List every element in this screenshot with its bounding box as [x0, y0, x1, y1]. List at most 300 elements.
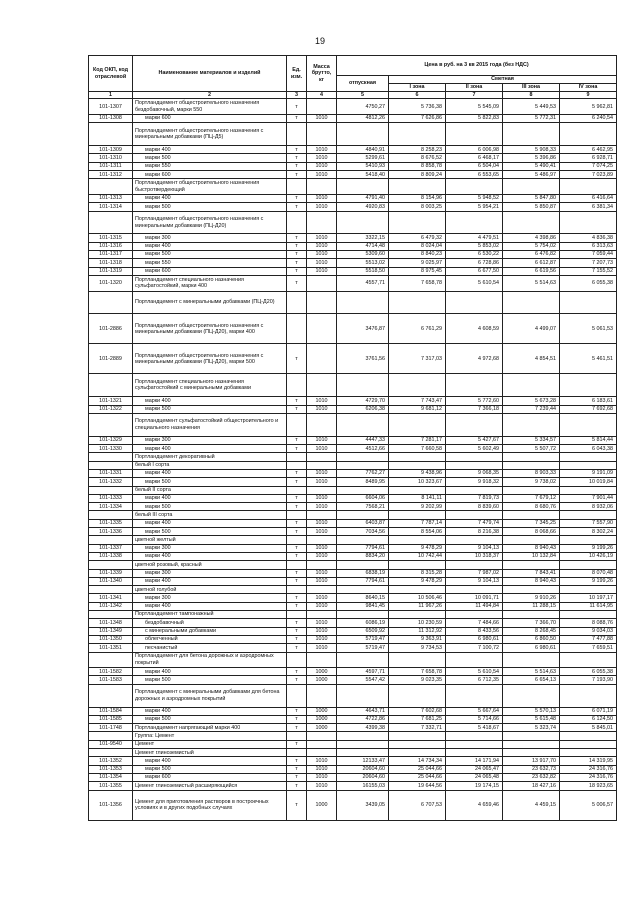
item-name: марки 400 — [133, 519, 287, 527]
release-price — [337, 123, 389, 146]
item-name: марки 400 — [133, 397, 287, 405]
zone-2-price: 24 065,48 — [446, 773, 503, 781]
header-mass: Масса брутто, кг — [307, 56, 337, 92]
zone-4-price: 5 814,44 — [560, 436, 617, 444]
release-price: 6509,92 — [337, 627, 389, 635]
zone-3-price: 23 632,82 — [503, 773, 560, 781]
zone-1-price: 7 681,25 — [389, 715, 446, 723]
zone-4-price: 5 845,01 — [560, 724, 617, 732]
zone-4-price: 24 316,76 — [560, 765, 617, 773]
item-code — [89, 453, 133, 461]
zone-4-price — [560, 211, 617, 234]
release-price: 4812,26 — [337, 115, 389, 123]
zone-1-price: 25 044,66 — [389, 765, 446, 773]
zone-2-price: 4 608,59 — [446, 314, 503, 344]
release-price: 5410,93 — [337, 162, 389, 170]
zone-2-price: 9 918,32 — [446, 478, 503, 486]
zone-1-price: 25 044,66 — [389, 773, 446, 781]
release-price — [337, 740, 389, 748]
table-row — [89, 194, 617, 202]
item-mass: 1010 — [307, 782, 337, 790]
item-mass — [307, 652, 337, 668]
item-unit: т — [287, 765, 307, 773]
zone-1-price: 7 658,78 — [389, 275, 446, 291]
table-row — [89, 314, 617, 344]
release-price: 5518,50 — [337, 267, 389, 275]
table-row — [89, 99, 617, 115]
item-name: бездобавочный — [133, 619, 287, 627]
zone-3-price: 10 132,84 — [503, 552, 560, 560]
item-code: 101-1338 — [89, 552, 133, 560]
item-code: 101-1351 — [89, 644, 133, 652]
item-unit: т — [287, 171, 307, 179]
release-price: 3476,87 — [337, 314, 389, 344]
zone-1-price — [389, 291, 446, 314]
release-price: 8489,95 — [337, 478, 389, 486]
category-name: Портландцемент декоративный — [133, 453, 287, 461]
col-number-6: 6 — [389, 92, 446, 99]
empty-cell — [446, 461, 503, 469]
item-code: 101-9540 — [89, 740, 133, 748]
empty-cell — [446, 453, 503, 461]
table-row — [89, 251, 617, 259]
zone-3-price: 5 507,72 — [503, 445, 560, 453]
table-row — [89, 242, 617, 250]
item-code: 101-1310 — [89, 154, 133, 162]
empty-cell — [287, 611, 307, 619]
item-name: Портландцемент напрягающий марки 400 — [133, 724, 287, 732]
category-row — [89, 611, 617, 619]
zone-2-price: 6 530,22 — [446, 251, 503, 259]
zone-4-price — [560, 652, 617, 668]
item-unit: т — [287, 242, 307, 250]
item-unit: т — [287, 773, 307, 781]
header-zone-1: I зона — [389, 84, 446, 92]
release-price: 8834,20 — [337, 552, 389, 560]
item-unit: т — [287, 436, 307, 444]
item-mass — [307, 275, 337, 291]
item-code: 101-1309 — [89, 146, 133, 154]
zone-2-price: 7 987,02 — [446, 569, 503, 577]
item-code — [89, 536, 133, 544]
category-row — [89, 453, 617, 461]
table-row — [89, 732, 617, 740]
zone-3-price: 7 843,41 — [503, 569, 560, 577]
table-row — [89, 602, 617, 610]
col-number-8: 8 — [503, 92, 560, 99]
item-name: марки 400 — [133, 469, 287, 477]
zone-3-price: 23 632,73 — [503, 765, 560, 773]
zone-2-price: 6 728,86 — [446, 259, 503, 267]
item-unit — [287, 413, 307, 436]
table-row — [89, 627, 617, 635]
empty-cell — [503, 511, 560, 519]
item-name: марки 550 — [133, 259, 287, 267]
zone-4-price: 7 193,90 — [560, 676, 617, 684]
table-row — [89, 344, 617, 374]
zone-3-price: 8 940,43 — [503, 544, 560, 552]
release-price: 7794,61 — [337, 577, 389, 585]
item-mass: 1010 — [307, 469, 337, 477]
item-mass: 1010 — [307, 162, 337, 170]
zone-1-price: 14 734,34 — [389, 757, 446, 765]
zone-4-price: 6 055,38 — [560, 275, 617, 291]
zone-3-price: 5 396,86 — [503, 154, 560, 162]
zone-3-price: 5 490,41 — [503, 162, 560, 170]
item-unit — [287, 374, 307, 397]
zone-4-price: 14 319,95 — [560, 757, 617, 765]
item-code: 101-1322 — [89, 405, 133, 413]
zone-2-price — [446, 211, 503, 234]
item-mass — [307, 732, 337, 740]
release-price — [337, 684, 389, 707]
item-unit — [287, 684, 307, 707]
zone-1-price: 7 743,47 — [389, 397, 446, 405]
item-code: 101-1307 — [89, 99, 133, 115]
zone-4-price: 6 462,95 — [560, 146, 617, 154]
zone-3-price: 5 486,97 — [503, 171, 560, 179]
item-name: марки 400 — [133, 757, 287, 765]
table-row — [89, 707, 617, 715]
zone-2-price: 9 104,13 — [446, 544, 503, 552]
item-mass: 1010 — [307, 251, 337, 259]
zone-2-price: 10 091,71 — [446, 594, 503, 602]
table-header — [89, 56, 617, 99]
zone-1-price: 6 707,53 — [389, 790, 446, 820]
zone-3-price: 5 323,74 — [503, 724, 560, 732]
zone-2-price — [446, 413, 503, 436]
item-name: марки 600 — [133, 773, 287, 781]
zone-3-price — [503, 179, 560, 195]
item-unit: т — [287, 234, 307, 242]
empty-cell — [307, 611, 337, 619]
item-name: марки 300 — [133, 544, 287, 552]
zone-4-price: 5 006,57 — [560, 790, 617, 820]
empty-cell — [307, 561, 337, 569]
table-row — [89, 676, 617, 684]
item-name: марки 300 — [133, 436, 287, 444]
table-row — [89, 405, 617, 413]
zone-2-price: 7 479,74 — [446, 519, 503, 527]
zone-4-price: 5 061,53 — [560, 314, 617, 344]
release-price: 4512,66 — [337, 445, 389, 453]
zone-1-price: 8 154,96 — [389, 194, 446, 202]
release-price: 8640,15 — [337, 594, 389, 602]
zone-1-price: 10 230,59 — [389, 619, 446, 627]
header-zone-4: IV зона — [560, 84, 617, 92]
zone-3-price: 5 514,63 — [503, 275, 560, 291]
item-mass: 1010 — [307, 397, 337, 405]
item-code: 101-1316 — [89, 242, 133, 250]
zone-4-price: 24 316,76 — [560, 773, 617, 781]
item-code: 101-1339 — [89, 569, 133, 577]
table-row — [89, 171, 617, 179]
item-unit: т — [287, 569, 307, 577]
zone-1-price: 10 742,44 — [389, 552, 446, 560]
zone-3-price — [503, 749, 560, 757]
empty-cell — [307, 453, 337, 461]
item-unit: т — [287, 519, 307, 527]
col-number-1: 1 — [89, 92, 133, 99]
table-row — [89, 594, 617, 602]
item-mass: 1010 — [307, 528, 337, 536]
item-code: 101-1584 — [89, 707, 133, 715]
zone-3-price: 18 427,16 — [503, 782, 560, 790]
item-code: 101-1354 — [89, 773, 133, 781]
item-mass: 1010 — [307, 146, 337, 154]
zone-1-price: 7 281,17 — [389, 436, 446, 444]
table-row — [89, 469, 617, 477]
empty-cell — [287, 486, 307, 494]
item-name: марки 550 — [133, 162, 287, 170]
empty-cell — [337, 561, 389, 569]
table-row — [89, 577, 617, 585]
item-code: 101-1315 — [89, 234, 133, 242]
item-name: Цемент для приготовления растворов в построечных условиях и в других подобных случаях — [133, 790, 287, 820]
zone-3-price: 7 239,44 — [503, 405, 560, 413]
item-code: 101-1748 — [89, 724, 133, 732]
zone-3-price: 5 449,53 — [503, 99, 560, 115]
header-name: Наименование материалов и изделий — [133, 56, 287, 92]
zone-3-price: 5 514,63 — [503, 668, 560, 676]
zone-4-price: 8 932,06 — [560, 503, 617, 511]
table-row — [89, 757, 617, 765]
table-row — [89, 503, 617, 511]
item-mass — [307, 374, 337, 397]
release-price: 4840,91 — [337, 146, 389, 154]
empty-cell — [307, 461, 337, 469]
zone-2-price: 9 068,35 — [446, 469, 503, 477]
item-unit: т — [287, 782, 307, 790]
table-row — [89, 790, 617, 820]
release-price: 6403,87 — [337, 519, 389, 527]
release-price — [337, 179, 389, 195]
zone-2-price: 5 610,54 — [446, 275, 503, 291]
item-mass: 1010 — [307, 154, 337, 162]
table-row — [89, 234, 617, 242]
item-code: 101-1329 — [89, 436, 133, 444]
table-row — [89, 715, 617, 723]
item-mass — [307, 211, 337, 234]
item-mass: 1000 — [307, 676, 337, 684]
item-mass — [307, 291, 337, 314]
item-mass: 1010 — [307, 242, 337, 250]
table-row — [89, 773, 617, 781]
zone-2-price: 6 504,04 — [446, 162, 503, 170]
table-row — [89, 765, 617, 773]
zone-2-price: 6 980,61 — [446, 635, 503, 643]
item-unit: т — [287, 740, 307, 748]
item-code: 101-1350 — [89, 635, 133, 643]
zone-2-price: 6 677,50 — [446, 267, 503, 275]
zone-2-price — [446, 749, 503, 757]
item-code: 101-1337 — [89, 544, 133, 552]
item-mass — [307, 99, 337, 115]
item-name: Портландцемент с минеральными добавками (ПЦ-Д20) — [133, 291, 287, 314]
item-name: Портландцемент с минеральными добавками для бетона дорожных и аэродромных покрытий — [133, 684, 287, 707]
item-mass: 1010 — [307, 544, 337, 552]
zone-2-price: 5 822,83 — [446, 115, 503, 123]
item-unit: т — [287, 469, 307, 477]
zone-2-price: 11 494,84 — [446, 602, 503, 610]
item-name: Портландцемент специального назначения сульфатостойкий с минеральными добавками — [133, 374, 287, 397]
zone-4-price: 6 313,63 — [560, 242, 617, 250]
item-unit: т — [287, 478, 307, 486]
table-row — [89, 445, 617, 453]
zone-2-price: 5 954,21 — [446, 203, 503, 211]
category-row — [89, 461, 617, 469]
item-mass — [307, 740, 337, 748]
zone-1-price: 9 681,12 — [389, 405, 446, 413]
release-price: 7034,56 — [337, 528, 389, 536]
item-unit: т — [287, 194, 307, 202]
zone-2-price — [446, 179, 503, 195]
release-price: 16155,03 — [337, 782, 389, 790]
empty-cell — [337, 486, 389, 494]
release-price: 7762,27 — [337, 469, 389, 477]
zone-3-price: 8 268,45 — [503, 627, 560, 635]
zone-2-price: 5 418,67 — [446, 724, 503, 732]
zone-3-price: 6 476,82 — [503, 251, 560, 259]
release-price: 6838,19 — [337, 569, 389, 577]
item-code: 101-1342 — [89, 602, 133, 610]
item-unit — [287, 123, 307, 146]
zone-3-price: 5 772,31 — [503, 115, 560, 123]
zone-4-price: 7 477,88 — [560, 635, 617, 643]
empty-cell — [560, 511, 617, 519]
item-unit: т — [287, 503, 307, 511]
empty-cell — [287, 461, 307, 469]
item-code: 101-1330 — [89, 445, 133, 453]
item-code: 101-1585 — [89, 715, 133, 723]
zone-2-price: 4 972,68 — [446, 344, 503, 374]
zone-2-price: 5 545,09 — [446, 99, 503, 115]
item-unit: т — [287, 344, 307, 374]
zone-3-price: 4 854,51 — [503, 344, 560, 374]
item-code: 101-1312 — [89, 171, 133, 179]
table-row — [89, 291, 617, 314]
item-unit: т — [287, 676, 307, 684]
item-mass: 1010 — [307, 194, 337, 202]
item-name: песчанистый — [133, 644, 287, 652]
zone-4-price — [560, 123, 617, 146]
item-mass: 1010 — [307, 627, 337, 635]
zone-4-price: 6 124,50 — [560, 715, 617, 723]
col-number-7: 7 — [446, 92, 503, 99]
zone-3-price: 4 459,15 — [503, 790, 560, 820]
empty-cell — [337, 511, 389, 519]
zone-3-price: 8 940,43 — [503, 577, 560, 585]
zone-1-price: 11 967,26 — [389, 602, 446, 610]
item-mass: 1010 — [307, 757, 337, 765]
header-zone-3: III зона — [503, 84, 560, 92]
zone-4-price: 7 557,90 — [560, 519, 617, 527]
zone-4-price: 7 692,68 — [560, 405, 617, 413]
table-row — [89, 724, 617, 732]
item-code — [89, 461, 133, 469]
item-code — [89, 684, 133, 707]
table-row — [89, 544, 617, 552]
item-mass — [307, 179, 337, 195]
empty-cell — [560, 536, 617, 544]
zone-4-price: 7 023,89 — [560, 171, 617, 179]
release-price: 3761,56 — [337, 344, 389, 374]
item-code: 101-1355 — [89, 782, 133, 790]
header-unit: Ед. изм. — [287, 56, 307, 92]
release-price — [337, 291, 389, 314]
table-row — [89, 740, 617, 748]
release-price: 9841,45 — [337, 602, 389, 610]
zone-3-price: 8 680,76 — [503, 503, 560, 511]
zone-1-price — [389, 211, 446, 234]
zone-3-price: 6 619,56 — [503, 267, 560, 275]
zone-3-price — [503, 732, 560, 740]
zone-3-price: 13 917,70 — [503, 757, 560, 765]
header-release-price: отпускная — [337, 76, 389, 92]
zone-2-price — [446, 732, 503, 740]
zone-1-price — [389, 652, 446, 668]
item-code: 101-2889 — [89, 344, 133, 374]
release-price — [337, 749, 389, 757]
price-table — [88, 55, 617, 821]
empty-cell — [446, 511, 503, 519]
item-name: марки 500 — [133, 528, 287, 536]
zone-1-price — [389, 749, 446, 757]
item-name: марки 600 — [133, 115, 287, 123]
item-mass: 1010 — [307, 259, 337, 267]
item-name: марки 600 — [133, 267, 287, 275]
empty-cell — [287, 453, 307, 461]
item-code: 101-1341 — [89, 594, 133, 602]
item-mass: 1010 — [307, 619, 337, 627]
zone-4-price: 6 240,54 — [560, 115, 617, 123]
zone-1-price: 8 554,06 — [389, 528, 446, 536]
zone-1-price: 7 317,03 — [389, 344, 446, 374]
table-row — [89, 782, 617, 790]
zone-4-price: 10 426,19 — [560, 552, 617, 560]
table-row — [89, 259, 617, 267]
zone-1-price: 9 438,96 — [389, 469, 446, 477]
item-name: Портландцемент общестроительного назначения с минеральными добавками (ПЦ-Д20), марки 500 — [133, 344, 287, 374]
item-unit: т — [287, 115, 307, 123]
zone-2-price — [446, 684, 503, 707]
item-code — [89, 511, 133, 519]
item-mass: 1010 — [307, 445, 337, 453]
zone-1-price: 9 202,99 — [389, 503, 446, 511]
zone-4-price: 6 183,61 — [560, 397, 617, 405]
zone-1-price: 7 602,68 — [389, 707, 446, 715]
zone-1-price: 7 658,78 — [389, 668, 446, 676]
price-table-container — [88, 55, 616, 821]
item-code — [89, 561, 133, 569]
item-code — [89, 652, 133, 668]
item-name: марки 400 — [133, 602, 287, 610]
item-name: марки 400 — [133, 668, 287, 676]
item-code: 101-1349 — [89, 627, 133, 635]
item-mass: 1010 — [307, 773, 337, 781]
zone-2-price: 5 853,02 — [446, 242, 503, 250]
item-name: Портландцемент общестроительного назначения с минеральными добавками (ПЦ-Д5) — [133, 123, 287, 146]
item-code: 101-1582 — [89, 668, 133, 676]
release-price: 3322,15 — [337, 234, 389, 242]
item-unit: т — [287, 627, 307, 635]
item-unit — [287, 291, 307, 314]
zone-3-price: 7 345,25 — [503, 519, 560, 527]
table-row — [89, 749, 617, 757]
item-unit — [287, 732, 307, 740]
item-code: 101-1318 — [89, 259, 133, 267]
empty-cell — [337, 461, 389, 469]
